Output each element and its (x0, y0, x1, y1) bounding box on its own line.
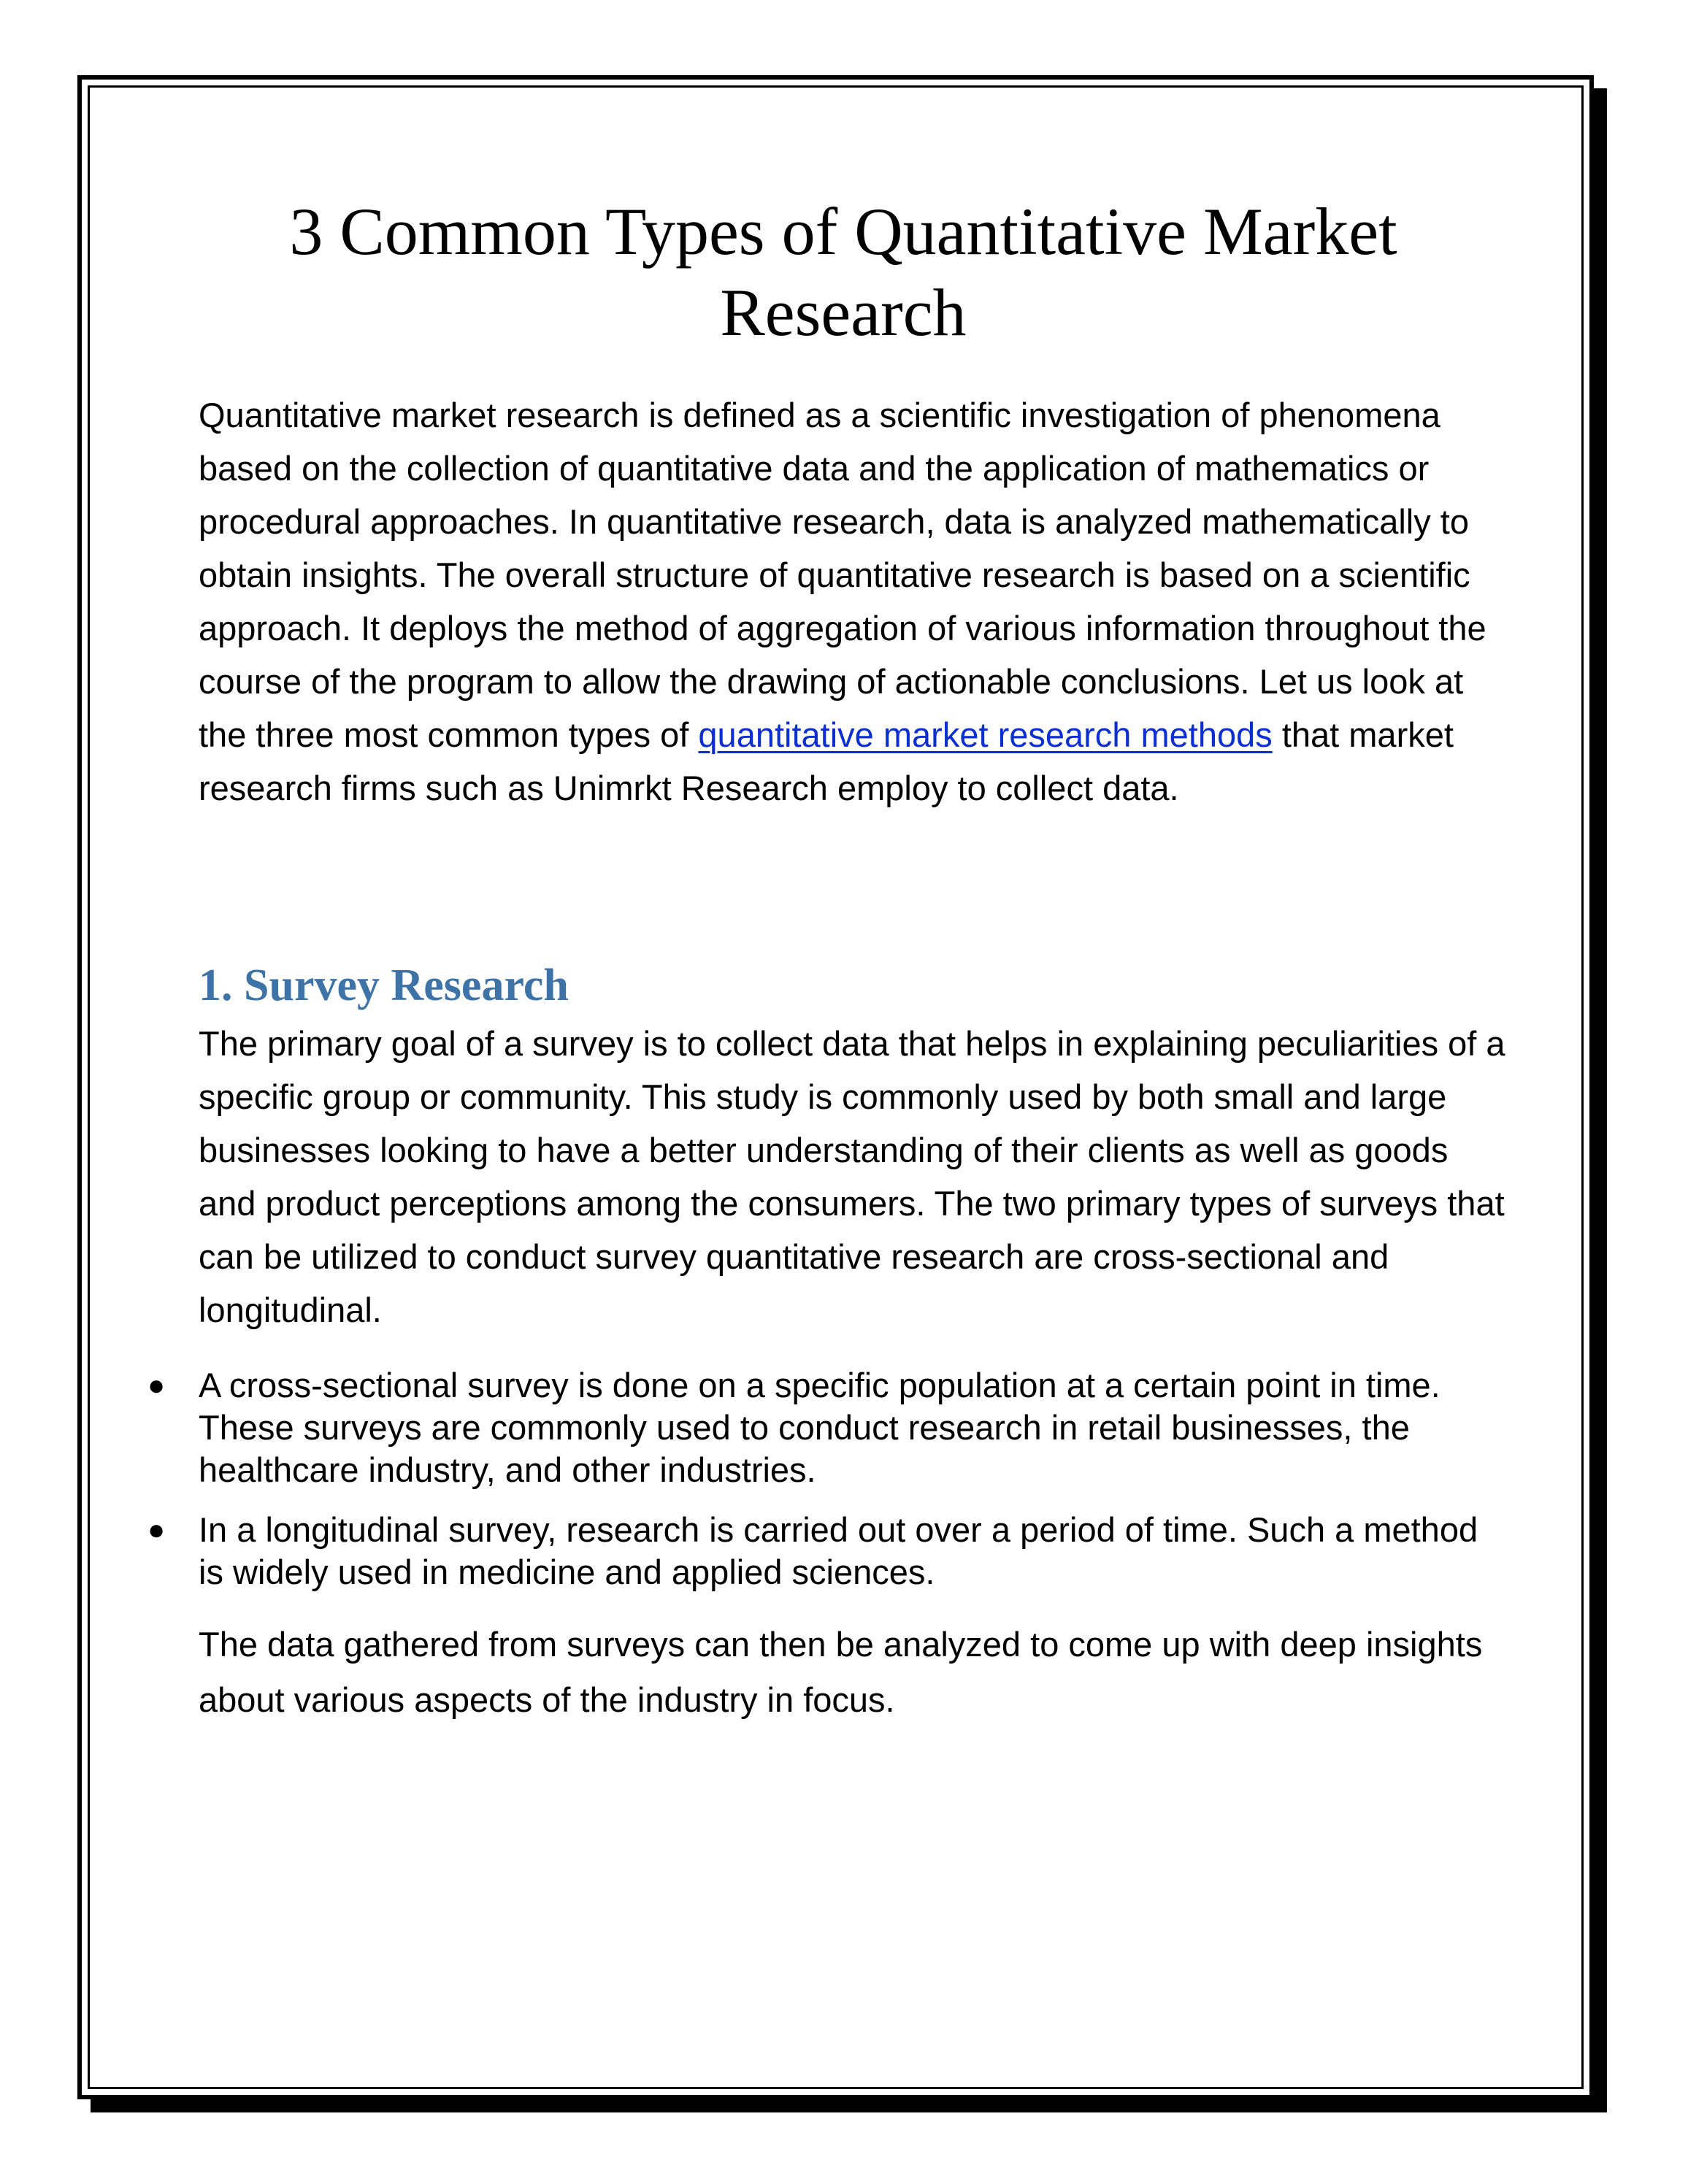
closing-paragraph: The data gathered from surveys can then be analyzed to come up with deep insights about various aspects of the industry in focus. (199, 1625, 1483, 1719)
list-item (147, 1364, 1505, 1491)
survey-types-list (147, 1364, 1505, 1611)
list-item (147, 1509, 1505, 1593)
list-item-text: In a longitudinal survey, research is carried out over a period of time. Such a method is widely used in medicine and applied sciences. (199, 1510, 1478, 1591)
page-title: 3 Common Types of Quantitative Market Research (289, 194, 1397, 350)
section-heading-survey-research: 1. Survey Research (199, 961, 569, 1010)
intro-paragraph (199, 388, 1505, 815)
quantitative-methods-link[interactable]: quantitative market research methods (698, 715, 1273, 754)
list-item-text: A cross-sectional survey is done on a specific population at a certain point in time. These surveys are commonly used to conduct research in retail businesses, the healthcare industry, and other industries. (199, 1366, 1440, 1489)
bullet-icon: ● (147, 1369, 166, 1401)
intro-text: Quantitative market research is defined as a scientific investigation of phenomena based on the collection of quantitative data and the application of mathematics or procedural approaches. In quantitative research, data is analyzed mathematically to obtain insights. The overall structure of quantitative research is based on a scientific approach. It deploys the method of aggregation of various information throughout the course of the program to allow the drawing of actionable conclusions. Let us look at the three most common types of (199, 396, 1486, 754)
bullet-icon: ● (147, 1514, 166, 1546)
intro-text-end: that market research firms such as Unimrkt Research employ to collect data. (199, 715, 1454, 807)
survey-paragraph: The primary goal of a survey is to collect data that helps in explaining peculiarities of a specific group or community. This study is commonly used by both small and large businesses looking to have a better understanding of their clients as well as goods and product perceptions among the consumers. The two primary types of surveys that can be utilized to conduct survey quantitative research are cross-sectional and longitudinal. (199, 1024, 1505, 1329)
